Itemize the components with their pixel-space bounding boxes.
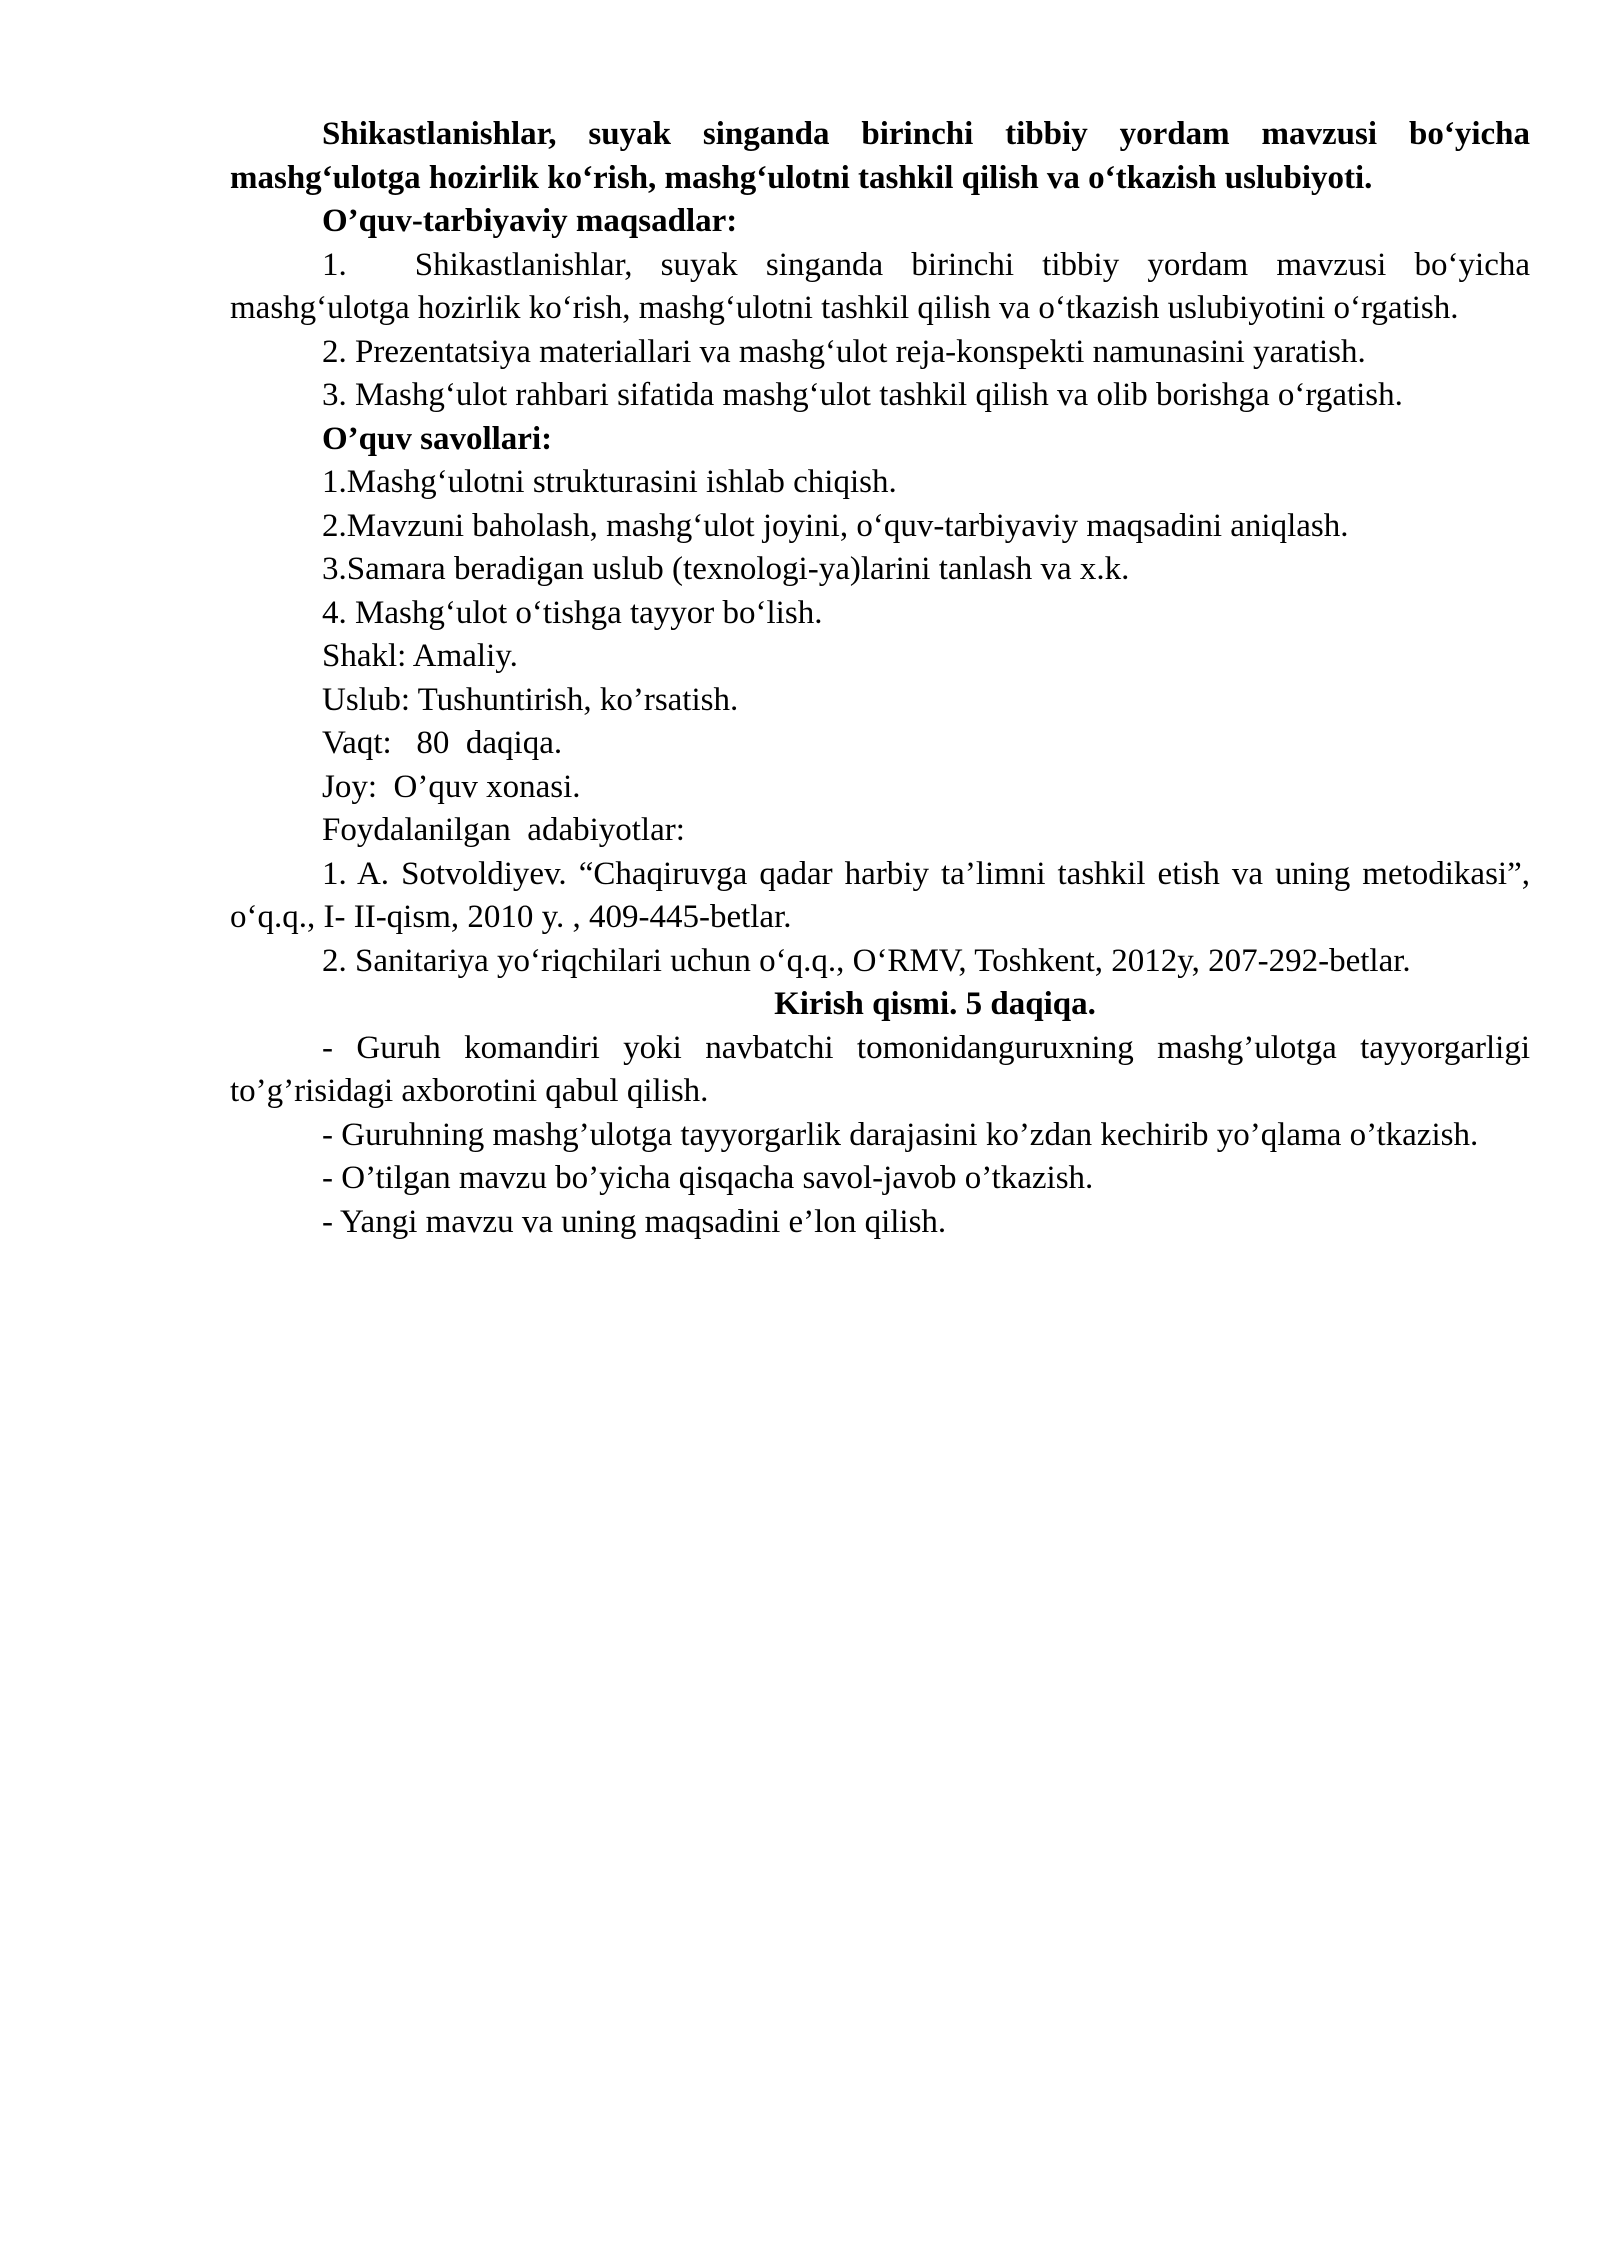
references-heading: Foydalanilgan adabiyotlar: bbox=[322, 812, 685, 848]
info-method: Uslub: Tushuntirish, ko’rsatish. bbox=[322, 681, 739, 718]
info-time: Vaqt: 80 daqiqa. bbox=[322, 725, 563, 761]
document-title: Shikastlanishlar, suyak singanda birinchi tibbiy yordam mavzusi bo‘yicha mashg‘ulotga hozirlik ko‘rish, mashg‘ulotni tashkil qilish va o‘tkazish uslubiyoti. bbox=[230, 116, 1530, 196]
question-item-3: 3.Samara beradigan uslub (texnologi-ya)larini tanlash va x.k. bbox=[322, 551, 1130, 587]
goal-item-2: 2. Prezentatsiya materiallari va mashg‘ulot reja-konspekti namunasini yaratish. bbox=[322, 333, 1366, 370]
question-item-2: 2.Mavzuni baholash, mashg‘ulot joyini, o‘quv-tarbiyaviy maqsadini aniqlash. bbox=[322, 507, 1349, 544]
section-item-3: - O’tilgan mavzu bo’yicha qisqacha savol-javob o’tkazish. bbox=[322, 1160, 1094, 1196]
goal-item-1 bbox=[230, 244, 1530, 331]
goal-item-1-number: 1. bbox=[322, 246, 347, 283]
section-heading: Kirish qismi. 5 daqiqa. bbox=[774, 986, 1096, 1022]
section-item-1: - Guruh komandiri yoki navbatchi tomonidanguruxning mashg’ulotga tayyorgarligi to’g’risidagi axborotini qabul qilish. bbox=[230, 1029, 1530, 1109]
section-item-4: - Yangi mavzu va uning maqsadini e’lon qilish. bbox=[322, 1203, 947, 1240]
question-item-4: 4. Mashg‘ulot o‘tishga tayyor bo‘lish. bbox=[322, 594, 823, 631]
questions-heading: O’quv savollari: bbox=[322, 420, 553, 457]
goal-item-1-text: Shikastlanishlar, suyak singanda birinchi tibbiy yordam mavzusi bo‘yicha mashg‘ulotga hozirlik ko‘rish, mashg‘ulotni tashkil qilish va o‘tkazish uslubiyotini o‘rgatish. bbox=[230, 246, 1530, 326]
info-form: Shakl: Amaliy. bbox=[322, 638, 518, 674]
section-item-2: - Guruhning mashg’ulotga tayyorgarlik darajasini ko’zdan kechirib yo’qlama o’tkazish. bbox=[322, 1116, 1479, 1153]
info-place: Joy: O’quv xonasi. bbox=[322, 768, 581, 805]
goals-heading: O’quv-tarbiyaviy maqsadlar: bbox=[322, 203, 738, 239]
reference-item-2: 2. Sanitariya yo‘riqchilari uchun o‘q.q., O‘RMV, Toshkent, 2012y, 207-292-betlar. bbox=[322, 942, 1411, 979]
reference-item-1: 1. A. Sotvoldiyev. “Chaqiruvga qadar harbiy ta’limni tashkil etish va uning metodikasi”, o‘q.q., I- II-qism, 2010 y. , 409-445-betlar. bbox=[230, 855, 1530, 935]
document-body bbox=[230, 113, 1530, 1244]
goal-item-3: 3. Mashg‘ulot rahbari sifatida mashg‘ulot tashkil qilish va olib borishga o‘rgatish. bbox=[322, 377, 1403, 413]
question-item-1: 1.Mashg‘ulotni strukturasini ishlab chiqish. bbox=[322, 464, 897, 500]
